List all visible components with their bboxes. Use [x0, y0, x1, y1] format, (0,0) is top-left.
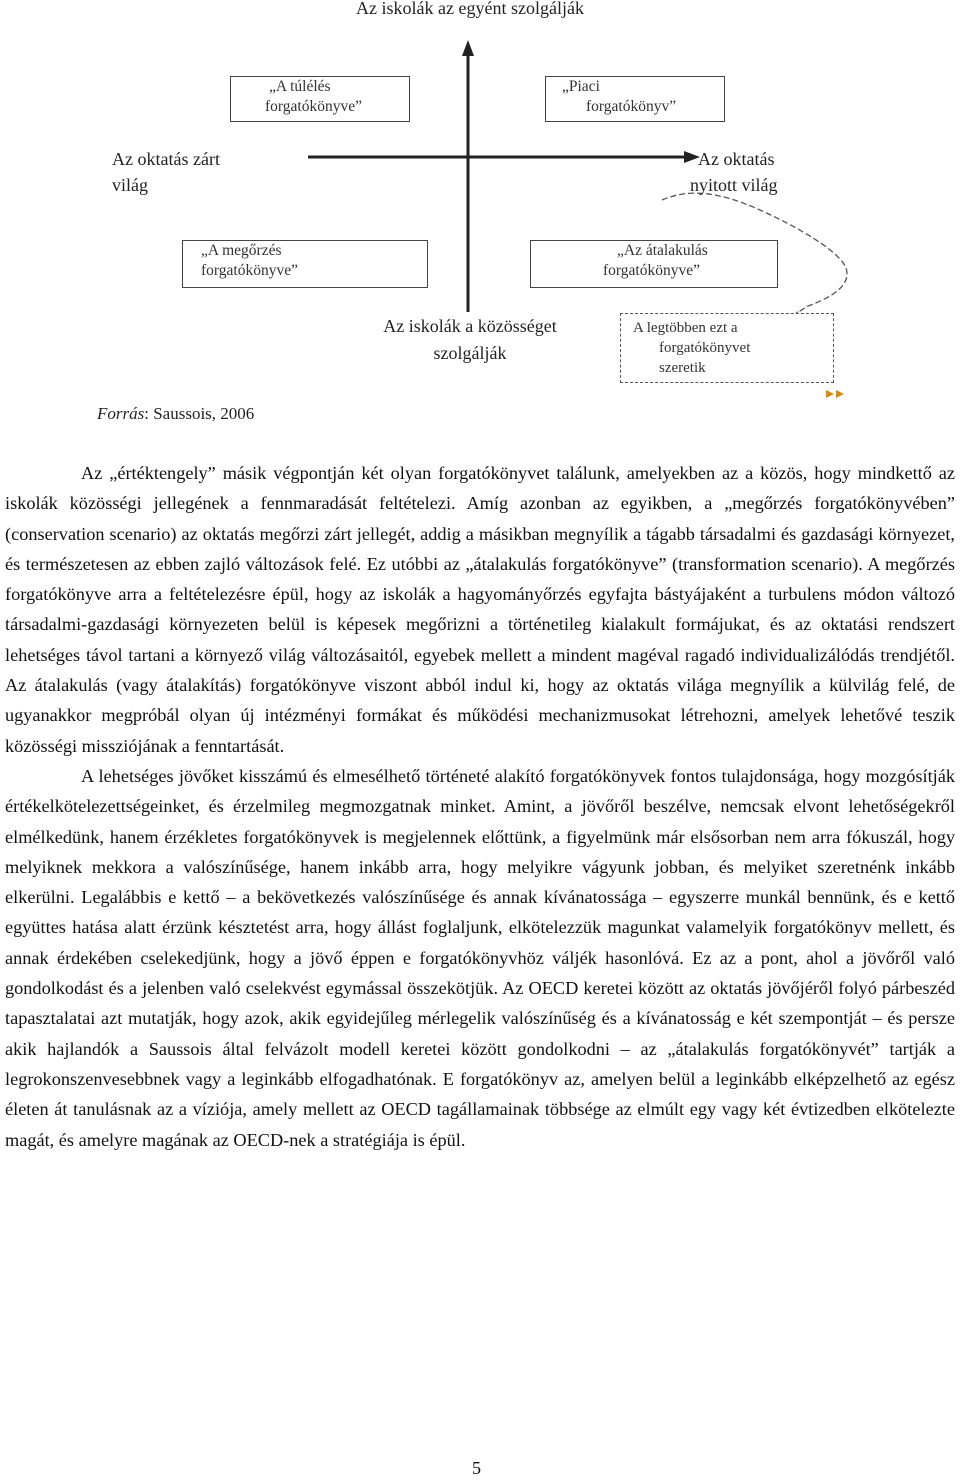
paragraph-1: Az „értéktengely” másik végpontján két olyan forgatókönyvet találunk, amelyekben az a közös, hogy mindkettő az iskolák közösségi jellegének a fennmaradását feltételezi. Amíg azonban az egyikben, a „megőrzés forgatókönyvében” (conservation scenario) az oktatás megőrzi zárt jellegét, addig a másikban megnyílik a tágabb társadalmi és gazdasági környezet, és természetesen az ebben zajló változások felé. Ez utóbbi az „átalakulás forgatókönyve” (transformation scenario). A megőrzés forgatókönyve arra a feltételezésre épül, hogy az iskolák a hagyományőrzés egyfajta bástyájaként a turbulens módon változó társadalmi-gazdasági környezeten belül is képesek megőrizni a történetileg kialakult formájukat, és az oktatási rendszert lehetséges távol tartani a környező világ változásaitól, egyebek mellett a mindent magéval ragadó individualizálódás trendjétől. Az átalakulás (vagy átalakítás) forgatókönyve viszont abból indul ki, hogy az oktatás világa megnyílik a külvilág felé, de ugyanakkor megpróbál olyan új intézményi formákat és működési mechanizmusokat létrehozni, amelyek lehetővé teszik közösségi missziójának a fenntartását.: [5, 463, 955, 756]
bottom-axis-label: Az iskolák a közösséget szolgálják: [383, 316, 557, 363]
top-axis-label: Az iskolák az egyént szolgálják: [356, 0, 584, 18]
source-caption: Forrás: Saussois, 2006: [97, 404, 255, 423]
page-number: 5: [472, 1458, 481, 1478]
preferred-scenario-box: A legtöbben ezt a forgatókönyvet szeretik: [620, 313, 834, 383]
box-survival-scenario: „A túlélés forgatókönyve”: [230, 76, 410, 122]
box-conservation-scenario: „A megőrzés forgatókönyve”: [182, 240, 428, 288]
vertical-axis-arrowhead: [462, 40, 474, 56]
left-axis-label: Az oktatás zárt világ: [112, 149, 220, 195]
right-axis-label: Az oktatás nyitott világ: [690, 149, 778, 195]
pointer-marks-icon-2: [836, 390, 844, 398]
paragraph-2: A lehetséges jövőket kisszámú és elmesélhető történeté alakító forgatókönyvek fontos tulajdonsága, hogy mozgósítják értékelkötelezettségeinket, és érzelmileg megmozgatnak minket. Amint, a jövőről beszélve, nemcsak elvont lehetőségekről elmélkedünk, hanem érzékletes forgatókönyvek is megjelennek előttünk, a figyelmünk már elsősorban nem arra fókuszál, hogy melyiknek mekkora a valószínűsége, hanem inkább arra, hogy melyikre vágyunk jobban, és melyiket szeretnénk inkább elkerülni. Legalábbis e kettő – a bekövetkezés valószínűsége és annak kívánatossága – egyszerre munkál bennünk, és e kettő együttes hatása alatt érzünk késztetést arra, hogy állást foglaljunk, elkötelezzük magunkat valamelyik forgatókönyv mellett, és annak érdekében cselekedjünk, hogy a jövő éppen e forgatókönyvhöz váljék hasonlóvá. Ez az a pont, ahol a jövőről való gondolkodást és a jelenben való cselekvést egymással összekötjük. Az OECD keretei között az oktatás jövőjéről folyó párbeszéd tapasztalatai azt mutatják, hogy azok, akik egyidejűleg mérlegelik valószínűség és a kívánatosság e két szempontját – és persze akik hajlandók a Saussois által felvázolt modell keretei között gondolkodni – az „átalakulás forgatókönyvét” tartják a legrokonszenvesebbnek vagy a leginkább elfogadhatónak. E forgatókönyv az, amelyen belül a leginkább elképzelhető az egész életen át tanulásnak az a víziója, amely mellett az OECD tagállamainak többsége az elmúlt egy vagy két évtizedben elkötelezte magát, és amelyre magának az OECD-nek a stratégiája is épül.: [5, 765, 955, 1150]
box-transformation-scenario: „Az átalakulás forgatókönyve”: [530, 240, 778, 288]
body-text: [5, 458, 955, 1155]
pointer-marks-icon: [826, 390, 834, 398]
box-market-scenario: „Piaci forgatókönyv”: [545, 76, 725, 122]
